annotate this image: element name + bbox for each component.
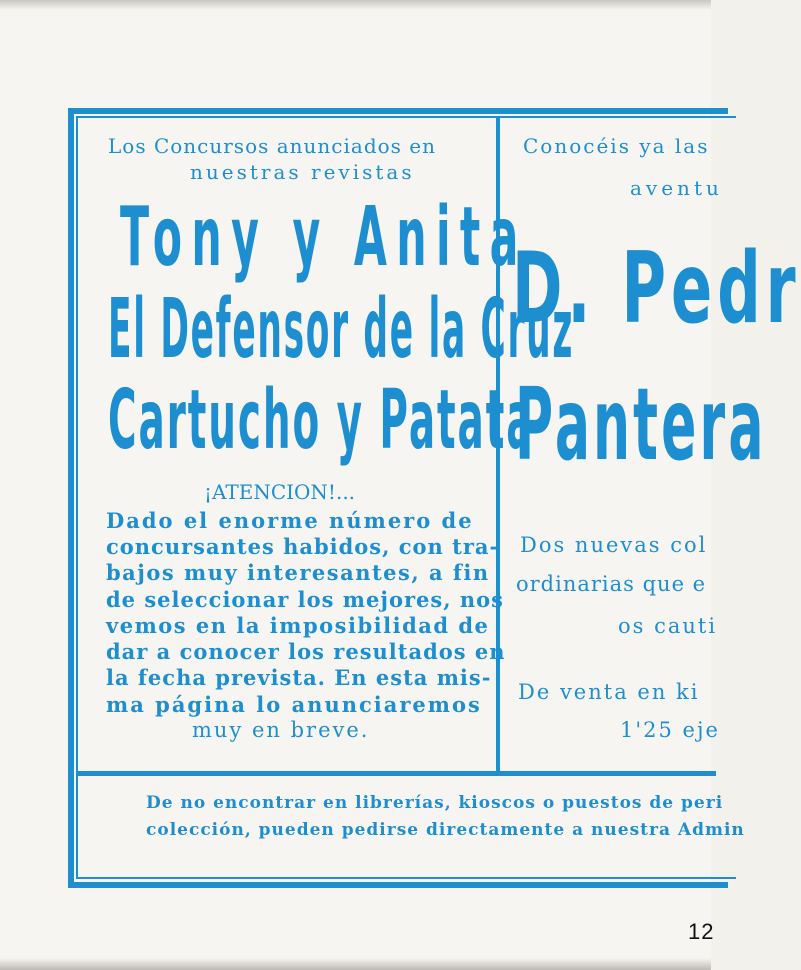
right-body-line-1: Dos nuevas col bbox=[520, 533, 708, 557]
left-title-defensor: El Defensor de la Cruz bbox=[108, 282, 575, 377]
body-line-7: la fecha prevista. En esta mis- bbox=[106, 665, 492, 690]
body-line-2: concursantes habidos, con tra- bbox=[106, 534, 500, 559]
left-title-tony-anita: Tony y Anita bbox=[120, 190, 528, 285]
body-line-3: bajos muy interesantes, a fin bbox=[106, 560, 490, 585]
body-line-9: muy en breve. bbox=[192, 718, 370, 742]
left-intro-line2: nuestras revistas bbox=[190, 160, 415, 184]
body-line-6: dar a conocer los resultados en bbox=[106, 639, 506, 664]
left-intro-line1: Los Concursos anunciados en bbox=[108, 134, 437, 158]
attention-heading: ¡ATENCION!... bbox=[204, 480, 356, 504]
scan-top-edge bbox=[0, 0, 711, 10]
right-sale-line-2: 1'25 eje bbox=[620, 718, 720, 742]
body-line-1: Dado el enorme número de bbox=[106, 508, 474, 533]
body-line-8: ma página lo anunciaremos bbox=[106, 692, 482, 717]
right-intro-line1: Conocéis ya las bbox=[523, 134, 710, 158]
left-title-cartucho: Cartucho y Patata bbox=[108, 373, 535, 468]
body-line-4: de seleccionar los mejores, nos bbox=[106, 587, 504, 612]
footer-line-1: De no encontrar en librerías, kioscos o puestos de peri bbox=[146, 793, 724, 813]
footer-divider bbox=[76, 771, 716, 776]
page-number: 12 bbox=[688, 919, 715, 944]
right-title-pedro: D. Pedr bbox=[512, 232, 801, 346]
right-body-line-2: ordinarias que e bbox=[516, 572, 707, 596]
right-intro-line2: aventu bbox=[630, 176, 723, 200]
right-title-pantera: Pantera bbox=[515, 366, 767, 483]
scan-bottom-edge bbox=[0, 958, 711, 970]
footer-line-2: colección, pueden pedirse directamente a nuestra Admin bbox=[146, 820, 745, 840]
right-body-line-3: os cauti bbox=[618, 614, 718, 638]
right-sale-line-1: De venta en ki bbox=[518, 680, 700, 704]
body-line-5: vemos en la imposibilidad de bbox=[106, 613, 490, 638]
